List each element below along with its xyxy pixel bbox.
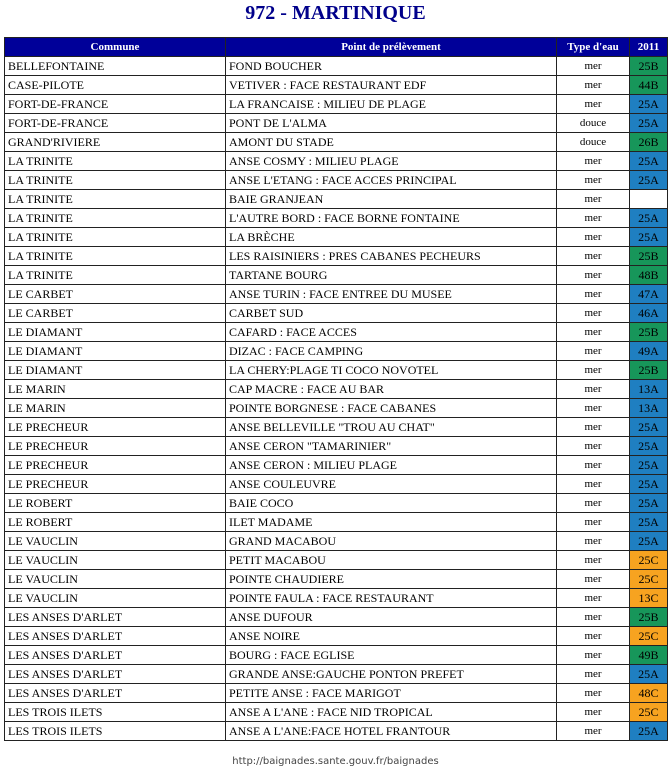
table-row: [5, 608, 668, 627]
water-type-cell: mer: [557, 513, 630, 532]
water-type-cell: mer: [557, 342, 630, 361]
commune-cell: LE VAUCLIN: [5, 551, 226, 570]
table-row: [5, 76, 668, 95]
grade-badge: 25A: [630, 475, 668, 494]
water-type-cell: mer: [557, 399, 630, 418]
commune-cell: LES ANSES D'ARLET: [5, 608, 226, 627]
grade-badge: 25A: [630, 114, 668, 133]
grade-badge: 25B: [630, 323, 668, 342]
point-cell: ANSE BELLEVILLE "TROU AU CHAT": [226, 418, 557, 437]
commune-cell: LE PRECHEUR: [5, 456, 226, 475]
point-cell: AMONT DU STADE: [226, 133, 557, 152]
grade-badge: 48C: [630, 684, 668, 703]
point-cell: ANSE A L'ANE : FACE NID TROPICAL: [226, 703, 557, 722]
point-cell: POINTE FAULA : FACE RESTAURANT: [226, 589, 557, 608]
water-type-cell: mer: [557, 570, 630, 589]
water-type-cell: mer: [557, 684, 630, 703]
grade-badge: 25A: [630, 494, 668, 513]
point-cell: CAP MACRE : FACE AU BAR: [226, 380, 557, 399]
commune-cell: BELLEFONTAINE: [5, 57, 226, 76]
commune-cell: LE PRECHEUR: [5, 475, 226, 494]
grade-badge: 47A: [630, 285, 668, 304]
grade-badge: 25A: [630, 209, 668, 228]
table-row: [5, 418, 668, 437]
commune-cell: LA TRINITE: [5, 247, 226, 266]
grade-badge: 44B: [630, 76, 668, 95]
table-row: [5, 323, 668, 342]
point-cell: ANSE CERON "TAMARINIER": [226, 437, 557, 456]
point-cell: PONT DE L'ALMA: [226, 114, 557, 133]
commune-cell: LES TROIS ILETS: [5, 722, 226, 741]
water-type-cell: mer: [557, 57, 630, 76]
commune-cell: LE VAUCLIN: [5, 570, 226, 589]
table-row: [5, 399, 668, 418]
commune-cell: LA TRINITE: [5, 266, 226, 285]
grade-badge: 25A: [630, 456, 668, 475]
grade-badge: 25A: [630, 171, 668, 190]
point-cell: BAIE GRANJEAN: [226, 190, 557, 209]
commune-cell: LA TRINITE: [5, 152, 226, 171]
table-row: [5, 722, 668, 741]
point-cell: LES RAISINIERS : PRES CABANES PECHEURS: [226, 247, 557, 266]
commune-cell: LE CARBET: [5, 285, 226, 304]
point-cell: VETIVER : FACE RESTAURANT EDF: [226, 76, 557, 95]
table-row: [5, 665, 668, 684]
source-url: http://baignades.sante.gouv.fr/baignades: [232, 756, 439, 767]
water-type-cell: mer: [557, 646, 630, 665]
commune-cell: LE DIAMANT: [5, 361, 226, 380]
commune-cell: LE DIAMANT: [5, 342, 226, 361]
water-quality-table: [4, 37, 668, 741]
commune-cell: LA TRINITE: [5, 228, 226, 247]
water-type-cell: mer: [557, 209, 630, 228]
page-title: 972 - MARTINIQUE: [245, 2, 426, 24]
table-row: [5, 475, 668, 494]
header-type: Type d'eau: [557, 38, 630, 57]
table-row: [5, 342, 668, 361]
commune-cell: LES ANSES D'ARLET: [5, 665, 226, 684]
table-row: [5, 494, 668, 513]
point-cell: ANSE COULEUVRE: [226, 475, 557, 494]
commune-cell: LE VAUCLIN: [5, 532, 226, 551]
commune-cell: LES ANSES D'ARLET: [5, 627, 226, 646]
table-row: [5, 361, 668, 380]
grade-badge: 25C: [630, 551, 668, 570]
water-type-cell: mer: [557, 627, 630, 646]
grade-badge: 49B: [630, 646, 668, 665]
table-row: [5, 171, 668, 190]
table-row: [5, 703, 668, 722]
grade-badge: 25A: [630, 722, 668, 741]
water-type-cell: mer: [557, 494, 630, 513]
grade-badge: 25A: [630, 418, 668, 437]
commune-cell: FORT-DE-FRANCE: [5, 95, 226, 114]
commune-cell: LE MARIN: [5, 399, 226, 418]
table-row: [5, 304, 668, 323]
water-type-cell: mer: [557, 76, 630, 95]
grade-badge: 25A: [630, 665, 668, 684]
water-type-cell: mer: [557, 304, 630, 323]
point-cell: PETITE ANSE : FACE MARIGOT: [226, 684, 557, 703]
point-cell: GRAND MACABOU: [226, 532, 557, 551]
grade-badge: 25C: [630, 703, 668, 722]
table-row: [5, 152, 668, 171]
grade-badge: 25B: [630, 361, 668, 380]
point-cell: BOURG : FACE EGLISE: [226, 646, 557, 665]
water-type-cell: mer: [557, 152, 630, 171]
commune-cell: LE DIAMANT: [5, 323, 226, 342]
water-type-cell: douce: [557, 114, 630, 133]
grade-badge: 49A: [630, 342, 668, 361]
table-row: [5, 247, 668, 266]
point-cell: LA FRANCAISE : MILIEU DE PLAGE: [226, 95, 557, 114]
grade-badge: 25A: [630, 152, 668, 171]
table-row: [5, 133, 668, 152]
header-commune: Commune: [5, 38, 226, 57]
table-row: [5, 228, 668, 247]
commune-cell: GRAND'RIVIERE: [5, 133, 226, 152]
water-type-cell: mer: [557, 589, 630, 608]
point-cell: PETIT MACABOU: [226, 551, 557, 570]
grade-badge: 25A: [630, 95, 668, 114]
commune-cell: LE ROBERT: [5, 513, 226, 532]
grade-badge: 25A: [630, 437, 668, 456]
commune-cell: LA TRINITE: [5, 190, 226, 209]
grade-badge: 25A: [630, 532, 668, 551]
point-cell: POINTE CHAUDIERE: [226, 570, 557, 589]
water-type-cell: mer: [557, 551, 630, 570]
water-type-cell: mer: [557, 228, 630, 247]
point-cell: LA CHERY:PLAGE TI COCO NOVOTEL: [226, 361, 557, 380]
water-type-cell: mer: [557, 247, 630, 266]
table-row: [5, 532, 668, 551]
water-type-cell: mer: [557, 703, 630, 722]
point-cell: CAFARD : FACE ACCES: [226, 323, 557, 342]
water-type-cell: mer: [557, 171, 630, 190]
point-cell: CARBET SUD: [226, 304, 557, 323]
grade-badge: 25B: [630, 608, 668, 627]
header-year: 2011: [630, 38, 668, 57]
table-row: [5, 95, 668, 114]
grade-badge: 48B: [630, 266, 668, 285]
table-row: [5, 513, 668, 532]
water-type-cell: mer: [557, 437, 630, 456]
grade-badge: 25C: [630, 627, 668, 646]
commune-cell: LE CARBET: [5, 304, 226, 323]
grade-badge: 13A: [630, 380, 668, 399]
commune-cell: CASE-PILOTE: [5, 76, 226, 95]
point-cell: ANSE DUFOUR: [226, 608, 557, 627]
point-cell: ANSE L'ETANG : FACE ACCES PRINCIPAL: [226, 171, 557, 190]
grade-badge: 13C: [630, 589, 668, 608]
header-point: Point de prélèvement: [226, 38, 557, 57]
point-cell: LA BRÈCHE: [226, 228, 557, 247]
water-type-cell: mer: [557, 95, 630, 114]
commune-cell: LA TRINITE: [5, 209, 226, 228]
point-cell: L'AUTRE BORD : FACE BORNE FONTAINE: [226, 209, 557, 228]
table-row: [5, 190, 668, 209]
water-type-cell: mer: [557, 608, 630, 627]
table-row: [5, 437, 668, 456]
water-type-cell: mer: [557, 323, 630, 342]
table-row: [5, 570, 668, 589]
commune-cell: LE PRECHEUR: [5, 437, 226, 456]
table-body: [5, 57, 668, 741]
water-type-cell: mer: [557, 532, 630, 551]
table-row: [5, 589, 668, 608]
table-row: [5, 209, 668, 228]
point-cell: BAIE COCO: [226, 494, 557, 513]
commune-cell: LE VAUCLIN: [5, 589, 226, 608]
commune-cell: LE PRECHEUR: [5, 418, 226, 437]
grade-badge: 46A: [630, 304, 668, 323]
grade-badge: 25A: [630, 228, 668, 247]
point-cell: ANSE COSMY : MILIEU PLAGE: [226, 152, 557, 171]
point-cell: ILET MADAME: [226, 513, 557, 532]
water-type-cell: douce: [557, 133, 630, 152]
table-row: [5, 114, 668, 133]
table-row: [5, 551, 668, 570]
water-type-cell: mer: [557, 266, 630, 285]
grade-badge: 25B: [630, 247, 668, 266]
commune-cell: LES ANSES D'ARLET: [5, 684, 226, 703]
point-cell: ANSE CERON : MILIEU PLAGE: [226, 456, 557, 475]
commune-cell: LE MARIN: [5, 380, 226, 399]
point-cell: ANSE A L'ANE:FACE HOTEL FRANTOUR: [226, 722, 557, 741]
point-cell: ANSE TURIN : FACE ENTREE DU MUSEE: [226, 285, 557, 304]
point-cell: DIZAC : FACE CAMPING: [226, 342, 557, 361]
table-row: [5, 646, 668, 665]
table-row: [5, 285, 668, 304]
water-type-cell: mer: [557, 285, 630, 304]
water-type-cell: mer: [557, 361, 630, 380]
grade-badge: 26B: [630, 133, 668, 152]
commune-cell: LA TRINITE: [5, 171, 226, 190]
water-type-cell: mer: [557, 722, 630, 741]
water-type-cell: mer: [557, 456, 630, 475]
table-row: [5, 627, 668, 646]
point-cell: FOND BOUCHER: [226, 57, 557, 76]
water-type-cell: mer: [557, 665, 630, 684]
point-cell: GRANDE ANSE:GAUCHE PONTON PREFET: [226, 665, 557, 684]
grade-badge: 25B: [630, 57, 668, 76]
commune-cell: LE ROBERT: [5, 494, 226, 513]
water-type-cell: mer: [557, 190, 630, 209]
water-type-cell: mer: [557, 418, 630, 437]
table-row: [5, 266, 668, 285]
water-type-cell: mer: [557, 380, 630, 399]
grade-badge: [630, 190, 668, 209]
water-type-cell: mer: [557, 475, 630, 494]
table-row: [5, 456, 668, 475]
commune-cell: FORT-DE-FRANCE: [5, 114, 226, 133]
point-cell: TARTANE BOURG: [226, 266, 557, 285]
table-row: [5, 684, 668, 703]
grade-badge: 13A: [630, 399, 668, 418]
table-row: [5, 57, 668, 76]
commune-cell: LES TROIS ILETS: [5, 703, 226, 722]
header-row: [5, 38, 668, 57]
grade-badge: 25C: [630, 570, 668, 589]
table-row: [5, 380, 668, 399]
point-cell: ANSE NOIRE: [226, 627, 557, 646]
point-cell: POINTE BORGNESE : FACE CABANES: [226, 399, 557, 418]
commune-cell: LES ANSES D'ARLET: [5, 646, 226, 665]
grade-badge: 25A: [630, 513, 668, 532]
